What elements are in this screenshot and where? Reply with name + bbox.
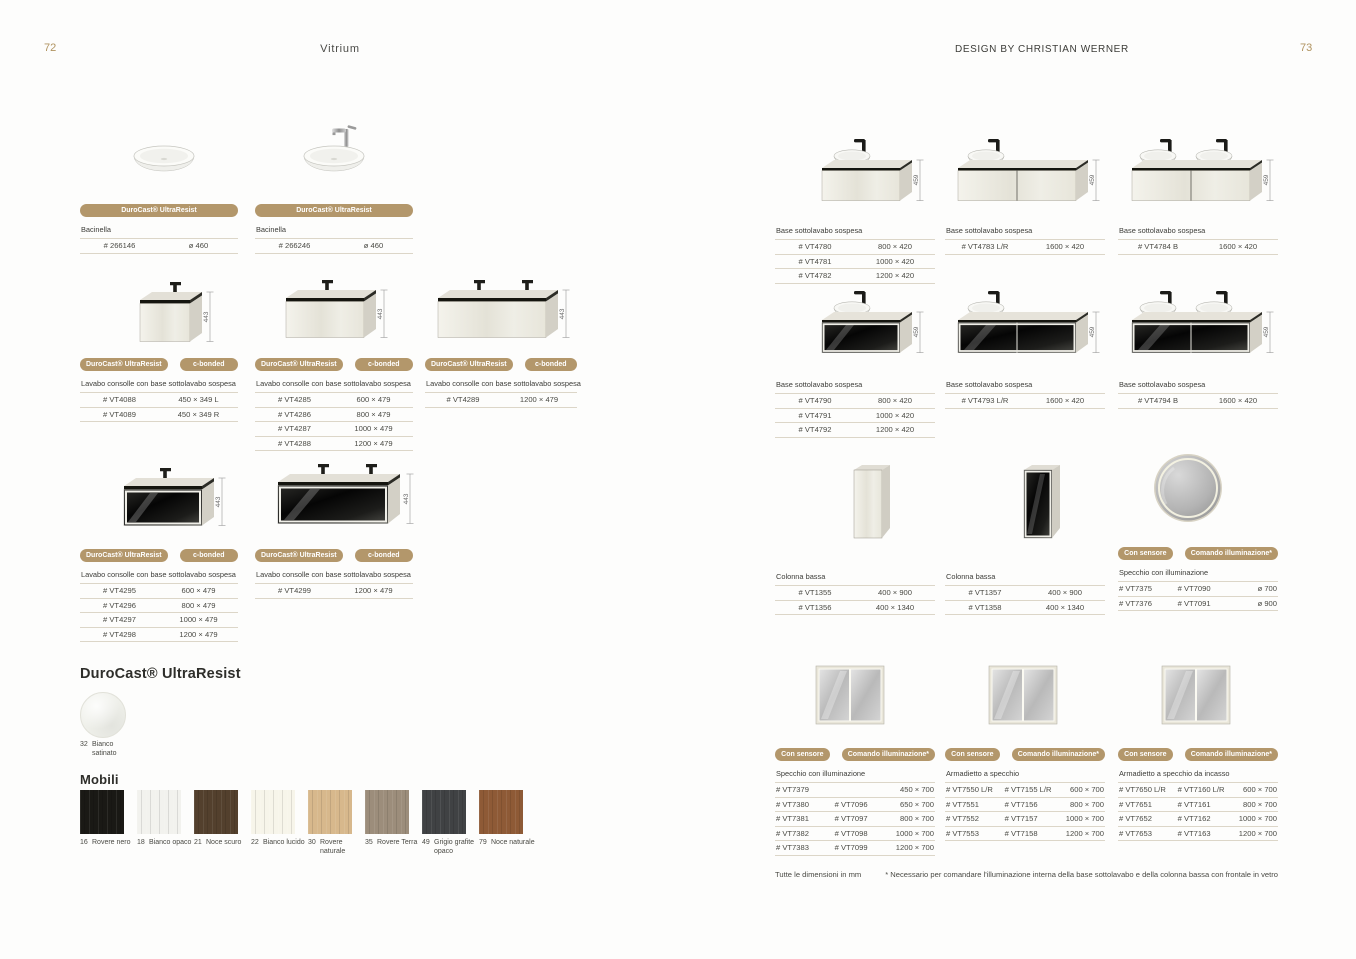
finish-swatch <box>251 790 295 834</box>
spec-row: # VT4287 1000 × 479 <box>255 422 413 437</box>
product-card <box>775 748 935 856</box>
material-badge: DuroCast® UltraResist <box>425 358 513 371</box>
spec-row: # VT7652 # VT7162 1000 × 700 <box>1118 812 1278 827</box>
material-section-heading: DuroCast® UltraResist <box>80 666 241 682</box>
finish-label: 49 Grigio grafite opaco <box>422 839 475 856</box>
spec-row: # VT4781 1000 × 420 <box>775 255 935 270</box>
spec-row: # VT7553 # VT7158 1200 × 700 <box>945 827 1105 842</box>
height-dimension-label: 459 <box>1263 174 1270 186</box>
spec-row: # 266146 ø 460 <box>80 239 238 254</box>
product-title: Colonna bassa <box>775 570 935 586</box>
finish-label: 18 Bianco opaco <box>137 839 192 846</box>
spec-row: # VT4299 1200 × 479 <box>255 584 413 599</box>
finish-swatch <box>479 790 523 834</box>
faucet-icon <box>332 125 357 147</box>
product-title: Base sottolavabo sospesa <box>1118 224 1278 240</box>
cbonded-badge: c-bonded <box>180 358 238 371</box>
material-badge: DuroCast® UltraResist <box>255 549 343 562</box>
product-title: Specchio con illuminazione <box>1118 566 1278 582</box>
page-number-right: 73 <box>1300 42 1313 54</box>
material-badge: DuroCast® UltraResist <box>255 204 413 217</box>
spec-row: # VT4286 800 × 479 <box>255 408 413 423</box>
product-title: Lavabo consolle con base sottolavabo sospesa <box>425 377 577 393</box>
material-badge: DuroCast® UltraResist <box>80 549 168 562</box>
finish-swatch <box>80 790 124 834</box>
finish-swatch <box>365 790 409 834</box>
product-card <box>945 570 1105 615</box>
finish-label: 32 Bianco satinato <box>80 741 117 758</box>
washbowl-illustration <box>122 140 206 192</box>
lighting-badge: Comando illuminazione* <box>842 748 935 761</box>
vanity-glass-illustration <box>270 452 415 542</box>
spec-row: # VT4792 1200 × 420 <box>775 423 935 438</box>
product-title: Base sottolavabo sospesa <box>775 224 935 240</box>
spec-row: # VT7376 # VT7091 ø 900 <box>1118 597 1278 612</box>
material-badge: DuroCast® UltraResist <box>80 358 168 371</box>
spec-row: # VT1356 400 × 1340 <box>775 601 935 616</box>
product-card <box>255 549 413 599</box>
cabinet-column-illustration <box>842 456 902 551</box>
collection-title: Vitrium <box>320 43 360 55</box>
console-glass-basin-illustration <box>1124 284 1276 376</box>
product-card <box>775 378 935 438</box>
finish-label: 16 Rovere nero <box>80 839 131 846</box>
product-card <box>945 224 1105 255</box>
spec-row: # VT4298 1200 × 479 <box>80 628 238 643</box>
spec-row: # VT7653 # VT7163 1200 × 700 <box>1118 827 1278 842</box>
product-card <box>80 549 238 642</box>
washbowl-faucet-illustration <box>292 124 376 192</box>
mobili-section-heading: Mobili <box>80 772 119 787</box>
sensor-badge: Con sensore <box>1118 748 1173 761</box>
spec-row: # VT7380 # VT7096 650 × 700 <box>775 798 935 813</box>
spec-row: # VT7379 450 × 700 <box>775 783 935 798</box>
product-card <box>945 748 1105 841</box>
asterisk-footnote: * Necessario per comandare l'illuminazione interna della base sottolavabo e della colonna bassa con frontale in vetro <box>885 870 1278 879</box>
designer-caption: DESIGN BY CHRISTIAN WERNER <box>955 44 1129 55</box>
product-card <box>1118 378 1278 409</box>
height-dimension-label: 443 <box>559 308 566 320</box>
spec-row: # VT4783 L/R 1600 × 420 <box>945 240 1105 255</box>
product-title: Armadietto a specchio da incasso <box>1118 767 1278 783</box>
sensor-badge: Con sensore <box>775 748 830 761</box>
mirror-cabinet-illustration <box>810 662 890 732</box>
spec-row: # VT4089 450 × 349 R <box>80 408 238 423</box>
console-basin-illustration <box>950 132 1102 224</box>
vanity-illustration <box>430 272 570 354</box>
product-card <box>255 358 413 451</box>
spec-row: # VT4790 800 × 420 <box>775 394 935 409</box>
console-basin-illustration <box>812 132 924 224</box>
spec-row: # VT7552 # VT7157 1000 × 700 <box>945 812 1105 827</box>
product-title: Lavabo consolle con base sottolavabo sospesa <box>80 377 238 393</box>
vanity-illustration <box>128 276 216 354</box>
spec-row: # VT4288 1200 × 479 <box>255 437 413 452</box>
spec-row: # VT4295 600 × 479 <box>80 584 238 599</box>
spec-row: # VT7382 # VT7098 1000 × 700 <box>775 827 935 842</box>
height-dimension-label: 443 <box>403 493 410 505</box>
product-card <box>1118 748 1278 841</box>
product-card <box>775 570 935 615</box>
spec-row: # VT7651 # VT7161 800 × 700 <box>1118 798 1278 813</box>
product-title: Base sottolavabo sospesa <box>775 378 935 394</box>
product-title: Bacinella <box>255 223 413 239</box>
product-title: Base sottolavabo sospesa <box>1118 378 1278 394</box>
product-title: Base sottolavabo sospesa <box>945 224 1105 240</box>
product-title: Armadietto a specchio <box>945 767 1105 783</box>
cbonded-badge: c-bonded <box>355 549 413 562</box>
product-title: Lavabo consolle con base sottolavabo sospesa <box>80 568 238 584</box>
finish-label: 30 Rovere naturale <box>308 839 346 856</box>
product-card <box>1118 224 1278 255</box>
lighting-badge: Comando illuminazione* <box>1185 748 1278 761</box>
product-title: Colonna bassa <box>945 570 1105 586</box>
product-title: Lavabo consolle con base sottolavabo sospesa <box>255 568 413 584</box>
product-title: Bacinella <box>80 223 238 239</box>
cbonded-badge: c-bonded <box>355 358 413 371</box>
lighting-badge: Comando illuminazione* <box>1185 547 1278 560</box>
finish-swatch <box>308 790 352 834</box>
finish-label: 22 Bianco lucido <box>251 839 305 846</box>
product-card <box>775 224 935 284</box>
spec-row: # VT4088 450 × 349 L <box>80 393 238 408</box>
height-dimension-label: 459 <box>1089 174 1096 186</box>
spec-row: # VT4784 B 1600 × 420 <box>1118 240 1278 255</box>
material-badge: DuroCast® UltraResist <box>80 204 238 217</box>
finish-label: 79 Noce naturale <box>479 839 535 846</box>
cbonded-badge: c-bonded <box>180 549 238 562</box>
product-title: Base sottolavabo sospesa <box>945 378 1105 394</box>
spec-row: # VT7375 # VT7090 ø 700 <box>1118 582 1278 597</box>
console-basin-illustration <box>1124 132 1276 224</box>
spec-row: # VT4289 1200 × 479 <box>425 393 577 408</box>
finish-swatch <box>194 790 238 834</box>
spec-row: # VT1355 400 × 900 <box>775 586 935 601</box>
finish-label: 21 Noce scuro <box>194 839 242 846</box>
product-card <box>425 358 581 408</box>
sensor-badge: Con sensore <box>945 748 1000 761</box>
product-card <box>945 378 1105 409</box>
product-card <box>255 204 413 254</box>
cbonded-badge: c-bonded <box>525 358 577 371</box>
spec-row: # VT4791 1000 × 420 <box>775 409 935 424</box>
spec-row: # VT4782 1200 × 420 <box>775 269 935 284</box>
spec-row: # VT4296 800 × 479 <box>80 599 238 614</box>
product-card <box>80 204 238 254</box>
spec-row: # VT7550 L/R # VT7155 L/R 600 × 700 <box>945 783 1105 798</box>
mirror-cabinet-illustration <box>983 662 1063 732</box>
height-dimension-label: 443 <box>215 496 222 508</box>
cabinet-column-glass-illustration <box>1012 456 1072 551</box>
vanity-glass-illustration <box>116 460 226 542</box>
sensor-badge: Con sensore <box>1118 547 1173 560</box>
product-title: Lavabo consolle con base sottolavabo sospesa <box>255 377 413 393</box>
product-title: Specchio con illuminazione <box>775 767 935 783</box>
material-badge: DuroCast® UltraResist <box>255 358 343 371</box>
spec-row: # VT4297 1000 × 479 <box>80 613 238 628</box>
spec-row: # VT1358 400 × 1340 <box>945 601 1105 616</box>
console-glass-basin-illustration <box>950 284 1102 376</box>
spec-row: # VT1357 400 × 900 <box>945 586 1105 601</box>
spec-row: # VT4780 800 × 420 <box>775 240 935 255</box>
vanity-illustration <box>278 272 388 354</box>
spec-row: # 266246 ø 460 <box>255 239 413 254</box>
spec-row: # VT4794 B 1600 × 420 <box>1118 394 1278 409</box>
spec-row: # VT4285 600 × 479 <box>255 393 413 408</box>
page-number-left: 72 <box>44 42 57 54</box>
product-card <box>1118 547 1278 611</box>
height-dimension-label: 443 <box>203 311 210 323</box>
spec-row: # VT4793 L/R 1600 × 420 <box>945 394 1105 409</box>
lighting-badge: Comando illuminazione* <box>1012 748 1105 761</box>
mirror-cabinet-recessed-illustration <box>1156 662 1236 732</box>
height-dimension-label: 459 <box>913 174 920 186</box>
height-dimension-label: 459 <box>1089 326 1096 338</box>
height-dimension-label: 459 <box>913 326 920 338</box>
spec-row: # VT7650 L/R # VT7160 L/R 600 × 700 <box>1118 783 1278 798</box>
finish-swatch <box>137 790 181 834</box>
finish-swatch <box>422 790 466 834</box>
round-mirror-illustration <box>1152 452 1224 524</box>
spec-row: # VT7381 # VT7097 800 × 700 <box>775 812 935 827</box>
height-dimension-label: 459 <box>1263 326 1270 338</box>
height-dimension-label: 443 <box>377 308 384 320</box>
spec-row: # VT7551 # VT7156 800 × 700 <box>945 798 1105 813</box>
finish-label: 35 Rovere Terra <box>365 839 418 846</box>
product-card <box>80 358 238 422</box>
dimensions-footnote: Tutte le dimensioni in mm <box>775 870 862 879</box>
spec-row: # VT7383 # VT7099 1200 × 700 <box>775 841 935 856</box>
ceramic-finish-swatch <box>80 692 126 738</box>
console-glass-basin-illustration <box>812 284 924 376</box>
